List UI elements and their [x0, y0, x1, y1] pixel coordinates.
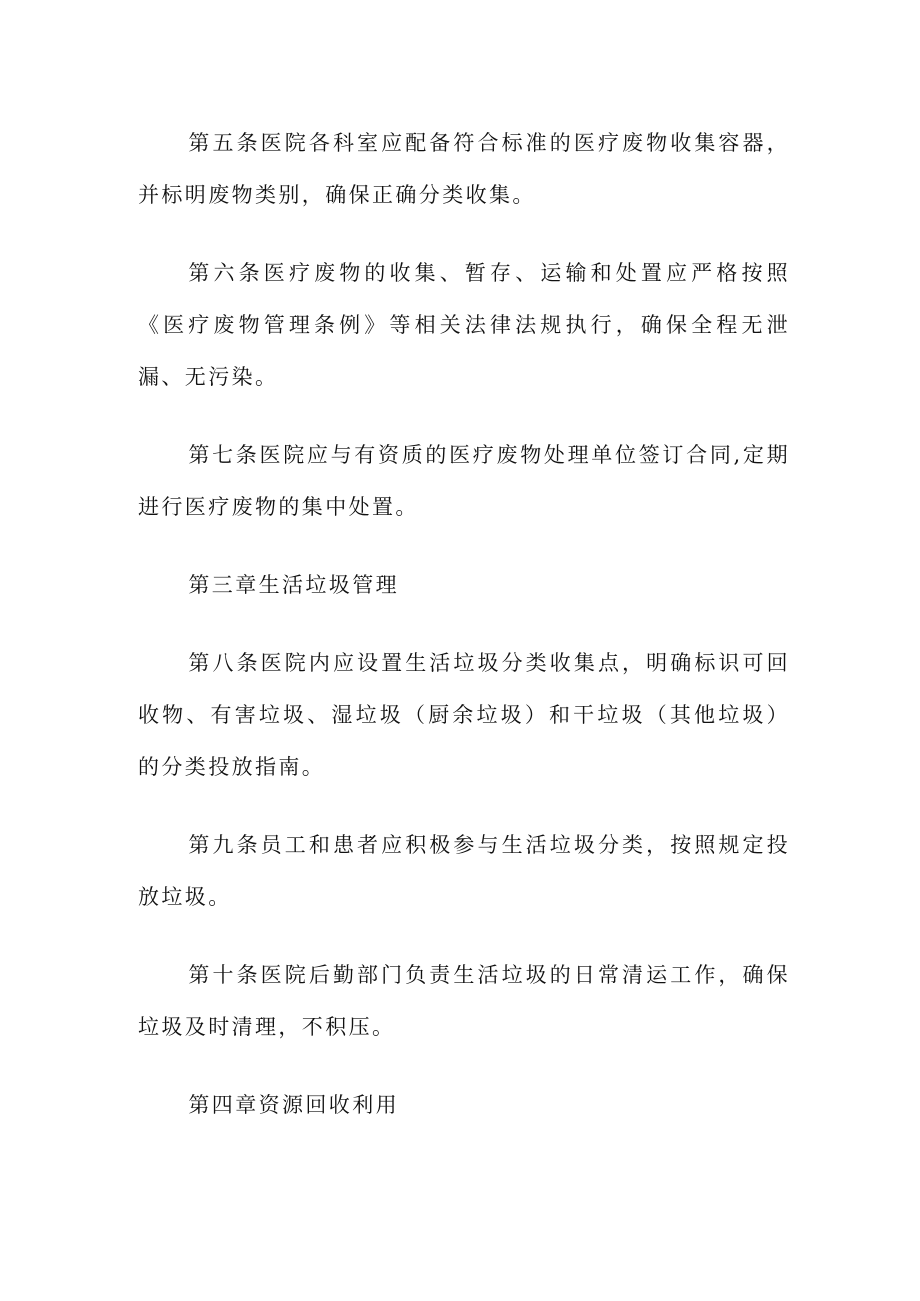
- article-8-paragraph: 第八条医院内应设置生活垃圾分类收集点，明确标识可回收物、有害垃圾、湿垃圾（厨余垃圾）和干垃圾（其他垃圾）的分类投放指南。: [138, 651, 790, 779]
- article-5-paragraph: 第五条医院各科室应配备符合标准的医疗废物收集容器，并标明废物类别，确保正确分类收集。: [138, 131, 790, 207]
- document-body: [138, 117, 790, 1157]
- article-7-paragraph: 第七条医院应与有资质的医疗废物处理单位签订合同,定期进行医疗废物的集中处置。: [138, 443, 790, 519]
- chapter-3-heading: 第三章生活垃圾管理: [188, 573, 399, 597]
- chapter-4-heading: 第四章资源回收利用: [188, 1093, 399, 1117]
- article-10-paragraph: 第十条医院后勤部门负责生活垃圾的日常清运工作，确保垃圾及时清理，不积压。: [138, 963, 790, 1039]
- article-6-paragraph: 第六条医疗废物的收集、暂存、运输和处置应严格按照《医疗废物管理条例》等相关法律法规执行，确保全程无泄漏、无污染。: [138, 261, 790, 389]
- article-9-paragraph: 第九条员工和患者应积极参与生活垃圾分类，按照规定投放垃圾。: [138, 833, 790, 909]
